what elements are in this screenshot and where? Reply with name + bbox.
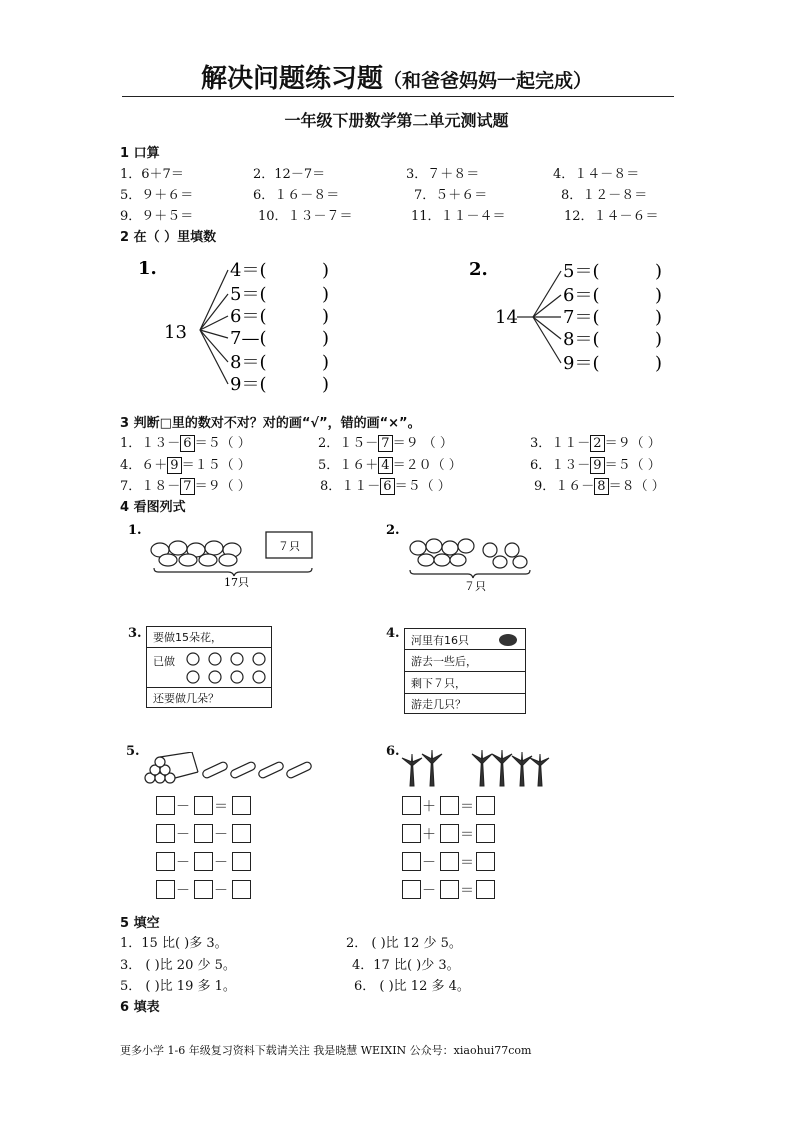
tree-leaf: 8＝(: [563, 329, 600, 350]
calc-item: 5．９＋６＝: [120, 188, 194, 203]
operator: －: [214, 827, 228, 843]
tree-leaf: 6＝(: [563, 285, 600, 306]
answer-box: 6: [380, 478, 394, 495]
blank-box[interactable]: [476, 852, 495, 871]
blank-box[interactable]: [440, 796, 459, 815]
calc-item: 11．１１－４＝: [411, 209, 506, 224]
calc-item: 3．７＋８＝: [406, 167, 480, 182]
rabbit-group-icon: [410, 539, 527, 568]
page-subtitle: 一年级下册数学第二单元测试题: [284, 111, 509, 130]
corn-plants-icon: [400, 744, 550, 788]
judge-item: 6．１３－ 9 ＝５（ ）: [530, 458, 661, 473]
tree-close: ): [655, 307, 663, 328]
picture-4: [404, 628, 526, 714]
tree-label: 2.: [469, 259, 488, 280]
operator: －: [214, 855, 228, 871]
blank-box[interactable]: [440, 824, 459, 843]
hidden-count: ７只: [278, 540, 300, 553]
number-tree-1: [130, 250, 360, 400]
blank-box[interactable]: [232, 852, 251, 871]
fill-item: 6． ( )比 12 多 4。: [354, 979, 470, 994]
section2-title: 2 在（ ）里填数: [120, 230, 217, 245]
blank-box[interactable]: [194, 852, 213, 871]
blank-box[interactable]: [402, 824, 421, 843]
judge-item: 9．１６－ 8 ＝８（ ）: [534, 479, 665, 494]
answer-box: 4: [378, 457, 392, 474]
blank-box[interactable]: [440, 852, 459, 871]
footer-note: 更多小学 1-6 年级复习资料下载请关注 我是晓慧 WEIXIN 公众号：xiaohui77com: [120, 1044, 532, 1057]
operator: ＝: [460, 799, 474, 815]
operator: －: [214, 883, 228, 899]
calc-item: 6．１６－８＝: [253, 188, 340, 203]
calc-item: 7．５＋６＝: [414, 188, 488, 203]
page-title: [0, 58, 793, 95]
tree-close: ): [655, 285, 663, 306]
picture-2: [386, 520, 556, 600]
number-tree-2: [465, 255, 695, 380]
judge-item: 7．１８－ 7 ＝９（ ）: [120, 479, 251, 494]
fill-item: 4．17 比( )少 3。: [352, 958, 460, 973]
blank-box[interactable]: [402, 796, 421, 815]
picture-3: [146, 626, 272, 708]
blank-box[interactable]: [156, 824, 175, 843]
operator: ＝: [460, 883, 474, 899]
picture-label: 4.: [386, 626, 400, 641]
blank-box[interactable]: [232, 796, 251, 815]
fill-item: 1．15 比( )多 3。: [120, 936, 228, 951]
operator: ＝: [214, 799, 228, 815]
picture-1: [128, 520, 328, 600]
section4-title: 4 看图列式: [120, 500, 186, 515]
fill-item: 5． ( )比 19 多 1。: [120, 979, 236, 994]
calc-item: 8．１２－８＝: [561, 188, 648, 203]
problem-line: 已做: [153, 655, 175, 668]
duck-icon: [497, 631, 519, 647]
operator: －: [176, 799, 190, 815]
section3-title: 3 判断□里的数对不对？对的画“√”，错的画“×”。: [120, 416, 421, 431]
operator: ＝: [460, 855, 474, 871]
tree-root: 14: [495, 307, 518, 328]
flower-icons: [183, 649, 271, 689]
answer-box: 8: [594, 478, 608, 495]
tree-leaf: 8＝(: [230, 352, 267, 373]
calc-item: 10．１３－７＝: [258, 209, 353, 224]
blank-box[interactable]: [194, 880, 213, 899]
equation-grid-5: [156, 796, 256, 906]
tree-leaf: 7—(: [230, 328, 267, 349]
problem-line: 还要做几朵？: [153, 692, 219, 705]
tree-leaf: 7＝(: [563, 307, 600, 328]
problem-line: 河里有16只: [411, 634, 469, 647]
judge-item: 1．１３－ 6 ＝５（ ）: [120, 436, 251, 451]
picture-label: 1.: [128, 523, 142, 538]
rabbit-group-icon: [151, 541, 241, 566]
tree-leaf: 5＝(: [230, 284, 267, 305]
operator: －: [176, 883, 190, 899]
blank-box[interactable]: [402, 880, 421, 899]
answer-box: 9: [590, 457, 604, 474]
blank-box[interactable]: [440, 880, 459, 899]
problem-line: 游走几只？: [411, 698, 466, 711]
title-main: 解决问题练习题: [200, 64, 383, 94]
blank-box[interactable]: [156, 852, 175, 871]
tree-close: ): [322, 306, 330, 327]
judge-item: 2．１５－ 7 ＝９ （ ）: [318, 436, 453, 451]
picture-label: 6.: [386, 744, 400, 759]
operator: －: [176, 827, 190, 843]
title-rule: [122, 96, 674, 97]
problem-line: 游去一些后，: [411, 655, 477, 668]
operator: ＝: [460, 827, 474, 843]
blank-box[interactable]: [232, 880, 251, 899]
answer-box: 6: [180, 435, 194, 452]
blank-box[interactable]: [232, 824, 251, 843]
tree-close: ): [655, 261, 663, 282]
blank-box[interactable]: [156, 880, 175, 899]
tree-close: ): [322, 374, 330, 395]
operator: ＋: [422, 799, 436, 815]
section5-title: 5 填空: [120, 916, 160, 931]
operator: －: [422, 855, 436, 871]
answer-box: 7: [180, 478, 194, 495]
tree-label: 1.: [138, 258, 157, 279]
blank-box[interactable]: [194, 824, 213, 843]
fill-item: 3． ( )比 20 少 5。: [120, 958, 236, 973]
operator: ＋: [422, 827, 436, 843]
title-note: （和爸爸妈妈一起完成）: [383, 70, 593, 92]
answer-box: 2: [590, 435, 604, 452]
blank-box[interactable]: [476, 824, 495, 843]
blank-box[interactable]: [402, 852, 421, 871]
total-label: 17只: [224, 576, 249, 589]
tree-close: ): [322, 284, 330, 305]
total-label: ７只: [464, 580, 486, 593]
judge-item: 5．１６＋ 4 ＝２０（ ）: [318, 458, 462, 473]
tree-leaf: 4＝(: [230, 260, 267, 281]
picture-label: 3.: [128, 626, 142, 641]
tree-close: ): [322, 352, 330, 373]
sticks-icon: [140, 752, 330, 786]
tree-leaf: 5＝(: [563, 261, 600, 282]
tree-root: 13: [164, 322, 187, 343]
calc-item: 4．１４－８＝: [553, 167, 640, 182]
tree-leaf: 9＝(: [230, 374, 267, 395]
section1-title: 1 口算: [120, 146, 160, 161]
picture-label: 5.: [126, 744, 140, 759]
tree-close: ): [322, 260, 330, 281]
calc-item: 1．6＋7＝: [120, 167, 184, 182]
blank-box[interactable]: [476, 796, 495, 815]
blank-box[interactable]: [476, 880, 495, 899]
blank-box[interactable]: [156, 796, 175, 815]
tree-close: ): [322, 328, 330, 349]
calc-item: 12．１４－６＝: [564, 209, 659, 224]
tree-close: ): [655, 353, 663, 374]
operator: －: [176, 855, 190, 871]
problem-line: 剩下７只，: [411, 677, 466, 690]
answer-box: 9: [167, 457, 181, 474]
tree-close: ): [655, 329, 663, 350]
equation-grid-6: [402, 796, 502, 906]
picture-label: 2.: [386, 523, 400, 538]
blank-box[interactable]: [194, 796, 213, 815]
calc-item: 9．９＋５＝: [120, 209, 194, 224]
answer-box: 7: [378, 435, 392, 452]
fill-item: 2． ( )比 12 少 5。: [346, 936, 462, 951]
judge-item: 3．１１－ 2 ＝９（ ）: [530, 436, 661, 451]
judge-item: 4．６＋ 9 ＝１５（ ）: [120, 458, 251, 473]
operator: －: [422, 883, 436, 899]
calc-item: 2．12－7＝: [253, 167, 326, 182]
tree-leaf: 6＝(: [230, 306, 267, 327]
tree-leaf: 9＝(: [563, 353, 600, 374]
problem-line: 要做15朵花，: [153, 631, 222, 644]
judge-item: 8．１１－ 6 ＝５（ ）: [320, 479, 451, 494]
section6-title: 6 填表: [120, 1000, 160, 1015]
